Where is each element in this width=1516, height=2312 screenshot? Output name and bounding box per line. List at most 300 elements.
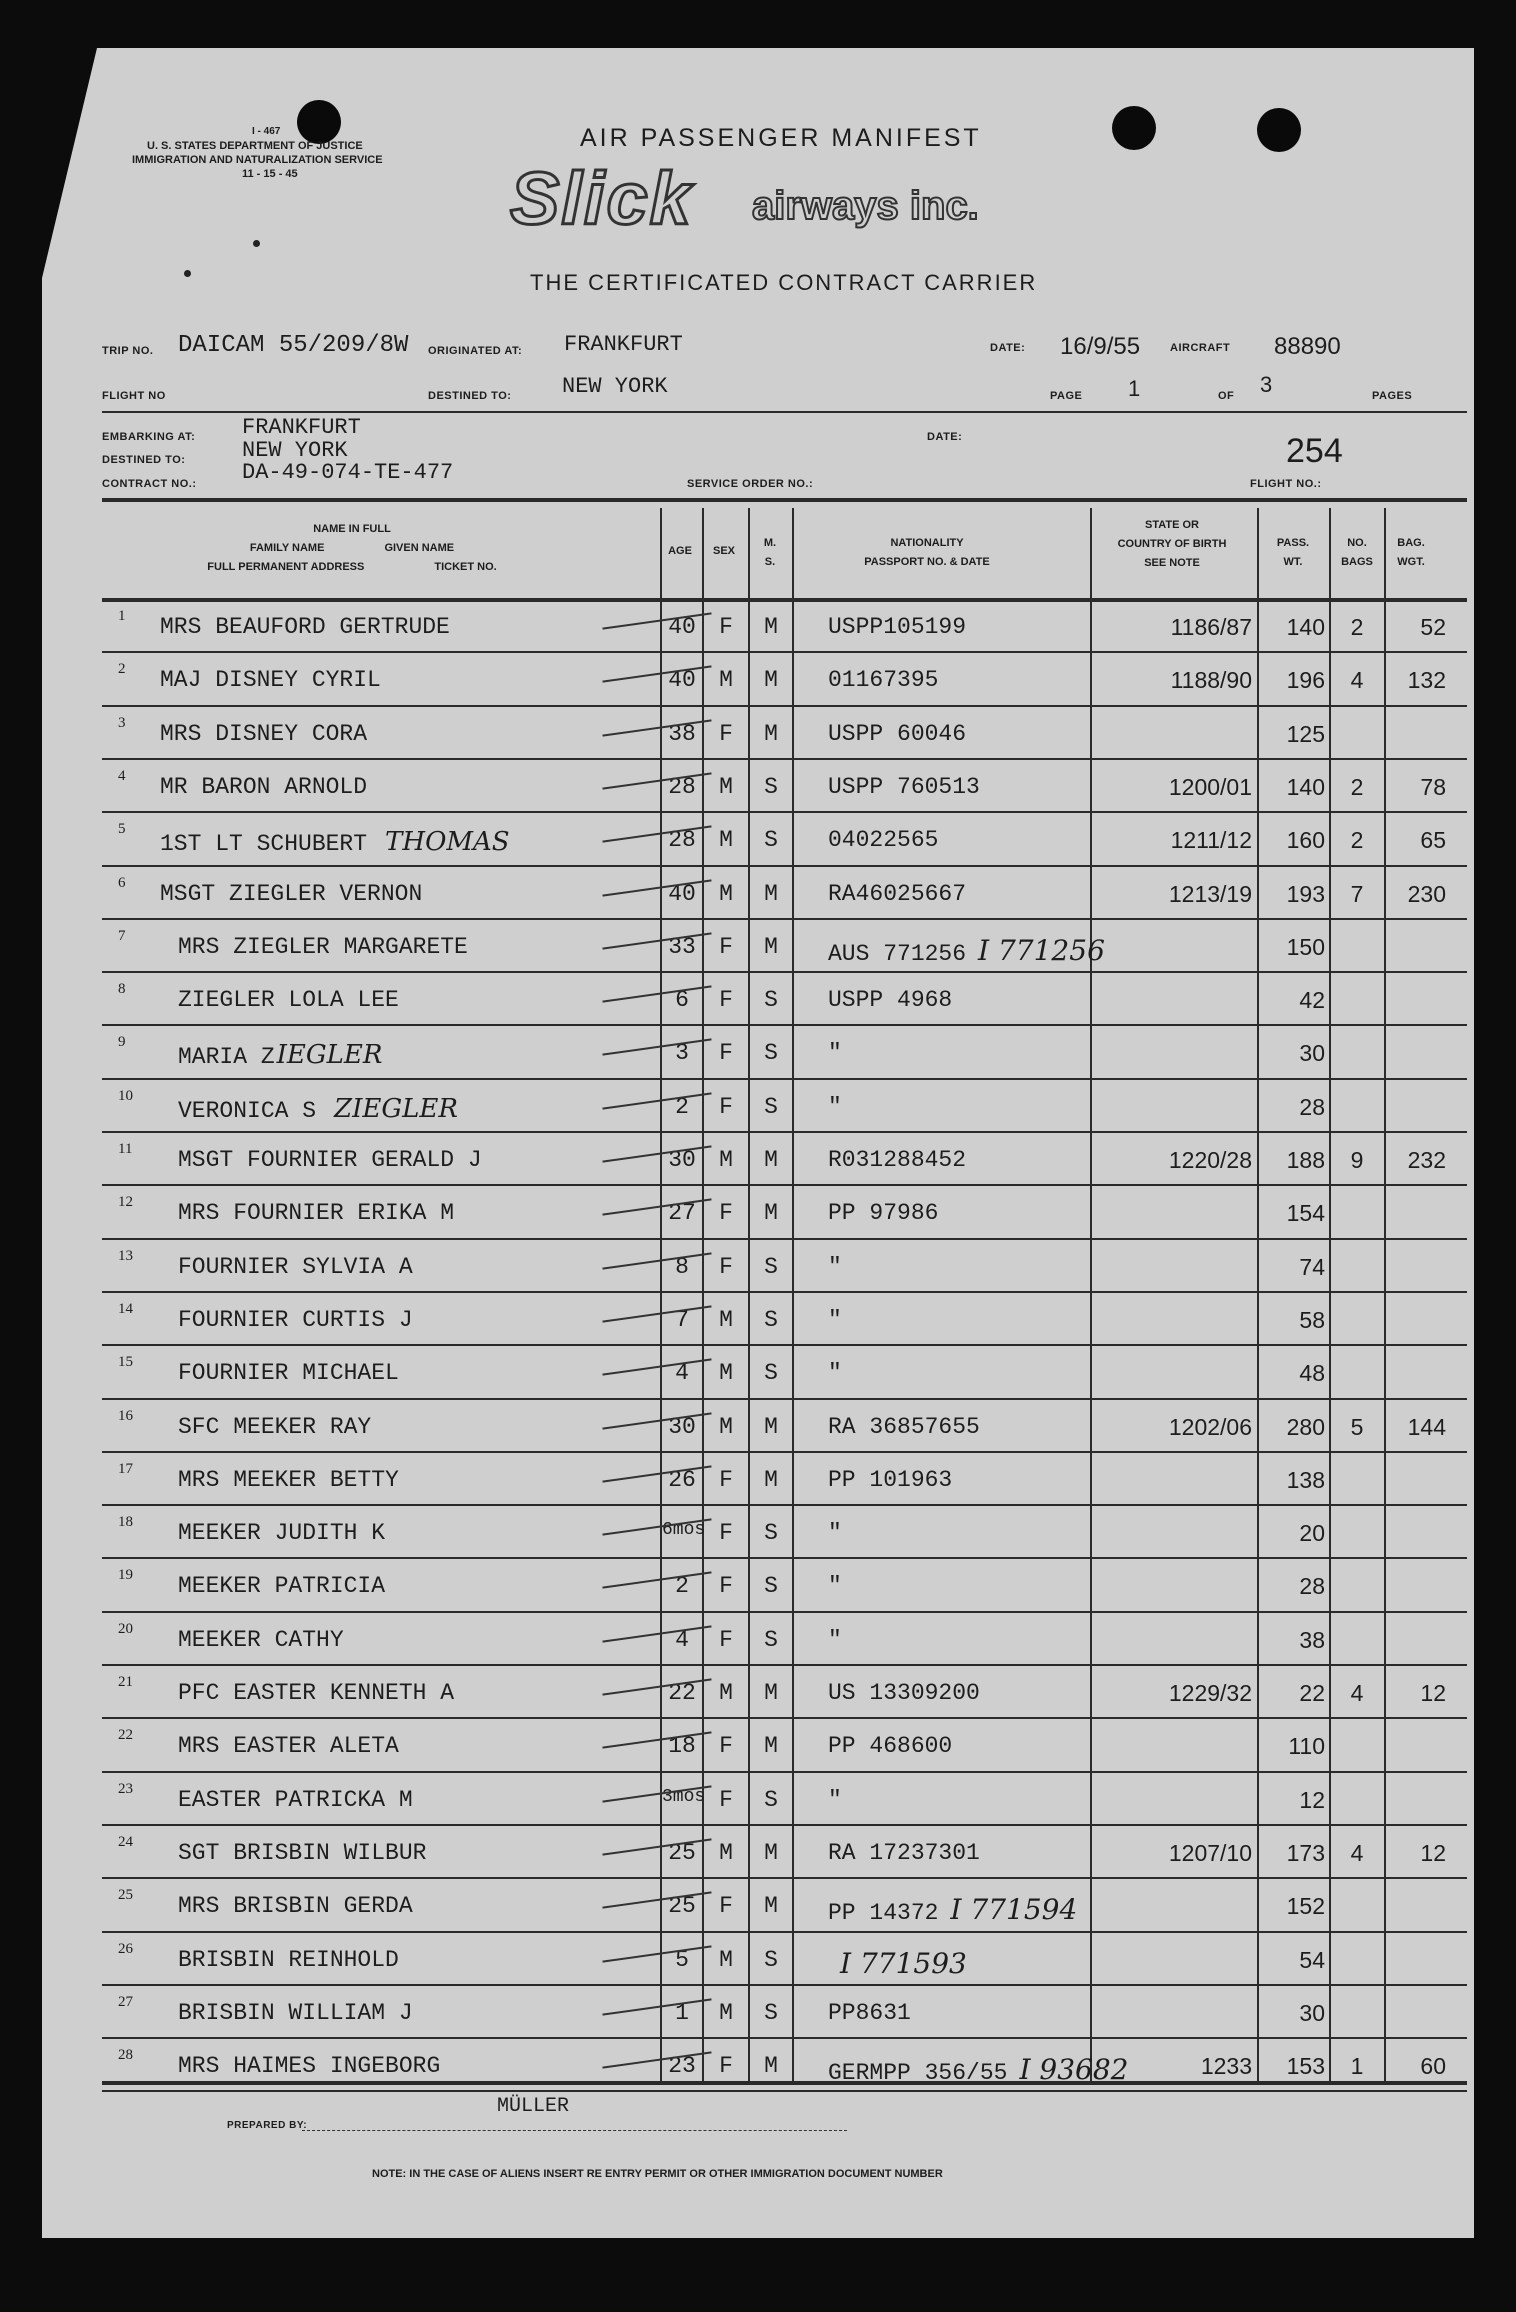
cell-name: FOURNIER MICHAEL [178, 1360, 399, 1387]
col-bags-line2: BAGS [1341, 556, 1373, 568]
cell-bag-wt: 65 [1420, 827, 1446, 854]
col-age: AGE [668, 545, 692, 557]
trip-no: DAICAM 55/209/8W [178, 332, 409, 359]
row-rule [102, 2090, 1467, 2092]
cell-ms: S [764, 1999, 778, 2026]
cell-sex: M [719, 1360, 733, 1387]
cell-no: 10 [118, 1087, 133, 1104]
col-bags [1332, 534, 1382, 572]
cell-age: 40 [668, 614, 696, 640]
cell-state: 1229/32 [1168, 1680, 1252, 1706]
row-rule [102, 918, 1467, 920]
prepared-by-label: PREPARED BY: [227, 2120, 308, 2131]
cell-no: 8 [118, 981, 126, 998]
handwritten-name: ZIEGLER [334, 1093, 458, 1124]
cell-wt: 54 [1299, 1946, 1325, 1973]
date-label: DATE: [990, 342, 1026, 354]
cell-name [160, 827, 510, 857]
cell-passport: USPP 4968 [828, 987, 953, 1014]
passport-text: AUS 771256 [828, 940, 967, 967]
cell-passport: " [828, 1626, 842, 1653]
embarking: FRANKFURT [242, 415, 361, 440]
cell-state: 1207/10 [1168, 1839, 1252, 1866]
cell-ms: S [764, 1786, 778, 1813]
cell-wt: 154 [1286, 1200, 1325, 1227]
row-rule [102, 1931, 1467, 1933]
cell-passport: RA 17237301 [828, 1839, 980, 1866]
row-rule [102, 1717, 1467, 1719]
of-label: OF [1218, 390, 1235, 402]
cell-state: 1202/06 [1168, 1413, 1252, 1440]
cell-passport: USPP 60046 [828, 720, 967, 747]
cell-wt: 48 [1299, 1360, 1325, 1387]
cell-sex: F [719, 1200, 733, 1227]
cell-bags: 2 [1350, 827, 1364, 854]
cell-wt: 74 [1299, 1253, 1325, 1280]
cell-wt: 22 [1299, 1680, 1325, 1706]
cell-bags: 4 [1350, 667, 1364, 694]
cell-state: 1188/90 [1170, 667, 1252, 694]
col-nationality [812, 534, 1042, 572]
cell-passport: PP 468600 [828, 1733, 953, 1760]
cell-no: 26 [118, 1940, 133, 1957]
cell-sex: M [719, 1680, 733, 1706]
cell-name: MRS MEEKER BETTY [178, 1466, 399, 1493]
cell-ms: S [764, 1520, 778, 1547]
cell-wt: 138 [1286, 1466, 1325, 1493]
cell-no: 11 [118, 1141, 133, 1157]
cell-name: SGT BRISBIN WILBUR [178, 1839, 427, 1866]
footer-note: NOTE: IN THE CASE OF ALIENS INSERT RE ENTRY PERMIT OR OTHER IMMIGRATION DOCUMENT NUMBER [372, 2168, 943, 2180]
cell-passport: USPP 760513 [828, 773, 980, 800]
cell-passport: PP 97986 [828, 1200, 939, 1227]
row-rule [102, 705, 1467, 707]
cell-name: MRS HAIMES INGEBORG [178, 2053, 441, 2080]
cell-ms: M [764, 1147, 778, 1173]
cell-passport: " [828, 1306, 842, 1333]
prepared-by: MÜLLER [497, 2095, 570, 2118]
cell-no: 6 [118, 874, 126, 891]
cell-state: 1200/01 [1168, 773, 1252, 800]
cell-name: MRS ZIEGLER MARGARETE [178, 933, 468, 960]
cell-passport: USPP105199 [828, 614, 967, 640]
cell-ms: M [764, 1200, 778, 1227]
agency-line-3: 11 - 15 - 45 [242, 168, 298, 180]
name-text: 1ST LT SCHUBERT [160, 831, 368, 858]
cell-passport: " [828, 1093, 842, 1120]
cell-name: FOURNIER CURTIS J [178, 1306, 413, 1333]
cell-bags: 9 [1350, 1147, 1364, 1173]
punch-hole [1112, 106, 1156, 150]
col-state-line1: STATE OR [1145, 519, 1199, 531]
cell-no: 1 [118, 608, 126, 624]
row-rule [102, 1344, 1467, 1346]
cell-sex: M [719, 1147, 733, 1173]
row-rule [102, 1504, 1467, 1506]
cell-state: 1186/87 [1170, 614, 1252, 640]
col-state [1092, 516, 1252, 573]
cell-name: MRS BRISBIN GERDA [178, 1893, 413, 1920]
cell-name [178, 1094, 458, 1124]
cell-no: 14 [118, 1300, 133, 1317]
cell-sex: M [719, 827, 733, 854]
cell-wt: 152 [1286, 1893, 1325, 1920]
cell-age: 6mos [662, 1520, 706, 1541]
handwritten-document-number: I 771594 [950, 1893, 1078, 1927]
logo-brand: Slick [510, 157, 693, 240]
cell-ms: S [764, 987, 778, 1014]
cell-bag-wt: 60 [1420, 2053, 1446, 2080]
cell-wt: 30 [1299, 1999, 1325, 2026]
cell-bags: 4 [1350, 1680, 1364, 1706]
cell-age: 4 [675, 1360, 689, 1387]
cell-no: 28 [118, 2047, 133, 2064]
cell-ms: S [764, 827, 778, 854]
cell-ms: M [764, 1733, 778, 1760]
cell-bags: 2 [1350, 614, 1364, 640]
page-count: 3 [1260, 372, 1273, 397]
row-rule [102, 1291, 1467, 1293]
cell-wt: 173 [1286, 1839, 1325, 1866]
cell-sex: F [719, 1733, 733, 1760]
col-sex: SEX [712, 545, 735, 557]
cell-sex: F [719, 1093, 733, 1120]
cell-bag-wt: 144 [1407, 1413, 1446, 1440]
cell-sex: M [719, 1306, 733, 1333]
col-bags-line1: NO. [1347, 537, 1367, 549]
date2-label: DATE: [927, 431, 963, 443]
col-name-line1: NAME IN FULL [313, 523, 391, 535]
cell-wt: 193 [1286, 880, 1325, 907]
agency-line-1: U. S. STATES DEPARTMENT OF JUSTICE [147, 140, 363, 152]
col-pass-line2: WT. [1283, 556, 1303, 568]
cell-bag-wt: 52 [1420, 614, 1446, 640]
col-ms [750, 534, 790, 572]
row-rule [102, 1877, 1467, 1879]
cell-age: 40 [668, 667, 696, 694]
cell-name: MRS FOURNIER ERIKA M [178, 1200, 455, 1227]
cell-sex: M [719, 880, 733, 907]
cell-ms: M [764, 1839, 778, 1866]
cell-age: 30 [668, 1147, 696, 1173]
cell-sex: F [719, 933, 733, 960]
cell-passport: 04022565 [828, 827, 939, 854]
col-name-line2 [132, 539, 572, 558]
cell-name: MRS BEAUFORD GERTRUDE [160, 614, 450, 640]
cell-age: 30 [668, 1413, 696, 1440]
cell-passport: " [828, 1786, 842, 1813]
cell-passport: RA46025667 [828, 880, 967, 907]
cell-passport: R031288452 [828, 1147, 967, 1173]
cell-age: 18 [668, 1733, 696, 1760]
cell-age: 7 [675, 1306, 689, 1333]
col-given: GIVEN NAME [384, 542, 455, 554]
col-divider [792, 508, 794, 2083]
cell-name: BRISBIN REINHOLD [178, 1946, 399, 1973]
cell-sex: F [719, 720, 733, 747]
cell-bags: 7 [1350, 880, 1364, 907]
cell-passport: " [828, 1040, 842, 1067]
manifest-page [42, 48, 1474, 2238]
cell-no: 23 [118, 1780, 133, 1797]
cell-passport: PP8631 [828, 1999, 911, 2026]
cell-sex: M [719, 1946, 733, 1973]
handwritten-document-number: I 771256 [978, 933, 1105, 967]
cell-wt: 140 [1286, 614, 1325, 640]
cell-age: 2 [675, 1573, 689, 1600]
cell-passport: " [828, 1360, 842, 1387]
date: 16/9/55 [1060, 333, 1141, 360]
cell-passport: " [828, 1573, 842, 1600]
cell-name: MEEKER PATRICIA [178, 1573, 386, 1600]
cell-name: MRS DISNEY CORA [160, 720, 368, 747]
cell-ms: S [764, 1946, 778, 1973]
cell-sex: F [719, 1893, 733, 1920]
col-address: FULL PERMANENT ADDRESS [207, 561, 365, 573]
col-name [132, 520, 572, 577]
cell-sex: M [719, 1839, 733, 1866]
handwritten-document-number: I 771593 [840, 1946, 967, 1980]
punch-hole [297, 100, 341, 144]
cell-ms: M [764, 667, 778, 694]
cell-no: 27 [118, 1993, 133, 2010]
col-nat-line1: NATIONALITY [890, 537, 964, 549]
aircraft: 88890 [1274, 333, 1341, 360]
destined2: NEW YORK [242, 438, 348, 463]
cell-name: MEEKER JUDITH K [178, 1520, 386, 1547]
cell-no: 15 [118, 1354, 133, 1371]
cell-ms: S [764, 1093, 778, 1120]
cell-age: 2 [675, 1093, 689, 1120]
flight-no-value: 254 [1286, 432, 1343, 470]
cell-age: 38 [668, 720, 696, 747]
cell-wt: 188 [1286, 1147, 1325, 1173]
folded-corner [42, 48, 97, 278]
rule [102, 411, 1467, 413]
cell-age: 28 [668, 773, 696, 800]
name-text: VERONICA S [178, 1097, 317, 1124]
cell-passport: PP 101963 [828, 1466, 953, 1493]
rule [102, 2081, 1467, 2085]
cell-passport: " [828, 1253, 842, 1280]
cell-ms: M [764, 1893, 778, 1920]
cell-age: 25 [668, 1839, 696, 1866]
cell-ms: M [764, 933, 778, 960]
cell-name: FOURNIER SYLVIA A [178, 1253, 413, 1280]
row-rule [102, 1557, 1467, 1559]
cell-no: 9 [118, 1034, 126, 1051]
cell-no: 21 [118, 1674, 133, 1690]
cell-ms: S [764, 1573, 778, 1600]
cell-sex: F [719, 1626, 733, 1653]
cell-ms: M [764, 720, 778, 747]
col-name-line3 [132, 558, 572, 577]
name-text: MARIA Z [178, 1044, 275, 1071]
cell-wt: 28 [1299, 1573, 1325, 1600]
trip-no-label: TRIP NO. [102, 345, 154, 357]
cell-bag-wt: 12 [1420, 1680, 1446, 1706]
cell-ms: M [764, 2053, 778, 2080]
cell-no: 18 [118, 1514, 133, 1531]
row-rule [102, 2037, 1467, 2039]
row-rule [102, 1664, 1467, 1666]
passport-text: GERMPP 356/55 [828, 2060, 1008, 2087]
flight-no-label: FLIGHT NO [102, 390, 166, 402]
passport-text: PP 14372 [828, 1900, 939, 1927]
cell-name: MAJ DISNEY CYRIL [160, 667, 381, 694]
cell-wt: 110 [1288, 1733, 1325, 1760]
cell-ms: S [764, 1306, 778, 1333]
cell-ms: S [764, 1626, 778, 1653]
ink-dot [253, 240, 260, 247]
row-rule [102, 1451, 1467, 1453]
cell-sex: M [719, 773, 733, 800]
row-rule [102, 971, 1467, 973]
cell-age: 23 [668, 2053, 696, 2080]
cell-sex: F [719, 1040, 733, 1067]
cell-bag-wt: 12 [1420, 1839, 1446, 1866]
cell-ms: M [764, 1466, 778, 1493]
row-rule [102, 1984, 1467, 1986]
embarking-label: EMBARKING AT: [102, 431, 196, 443]
originated-label: ORIGINATED AT: [428, 345, 523, 357]
cell-no: 12 [118, 1194, 133, 1211]
cell-age: 3 [675, 1040, 689, 1067]
cell-wt: 140 [1286, 773, 1325, 800]
cell-wt: 20 [1299, 1520, 1325, 1547]
cell-age: 26 [668, 1466, 696, 1493]
cell-name: EASTER PATRICKA M [178, 1786, 413, 1813]
col-ticket: TICKET NO. [434, 561, 497, 573]
col-nat-line2: PASSPORT NO. & DATE [864, 556, 990, 568]
cell-sex: F [719, 1520, 733, 1547]
cell-name: MSGT FOURNIER GERALD J [178, 1147, 482, 1173]
cell-ms: M [764, 614, 778, 640]
row-rule [102, 758, 1467, 760]
cell-wt: 28 [1299, 1093, 1325, 1120]
cell-age: 22 [668, 1680, 696, 1706]
cell-sex: F [719, 1253, 733, 1280]
flight-no2-label: FLIGHT NO.: [1250, 478, 1322, 490]
cell-name: SFC MEEKER RAY [178, 1413, 372, 1440]
cell-name: BRISBIN WILLIAM J [178, 1999, 413, 2026]
cell-age: 3mos [662, 1786, 706, 1807]
col-ms-line2: S. [764, 556, 776, 568]
cell-sex: F [719, 2053, 733, 2080]
cell-ms: S [764, 1253, 778, 1280]
cell-ms: M [764, 1413, 778, 1440]
cell-bags: 4 [1350, 1839, 1364, 1866]
cell-bags: 1 [1350, 2053, 1364, 2080]
cell-ms: M [764, 880, 778, 907]
cell-no: 20 [118, 1620, 133, 1637]
cell-passport [828, 1893, 1077, 1926]
destined: NEW YORK [562, 374, 668, 399]
row-rule [102, 865, 1467, 867]
cell-age: 28 [668, 827, 696, 854]
row-rule [102, 1078, 1467, 1080]
cell-no: 7 [118, 927, 126, 944]
row-rule [102, 1398, 1467, 1400]
row-rule [102, 1824, 1467, 1826]
row-rule [102, 811, 1467, 813]
rule [102, 498, 1467, 502]
cell-sex: M [719, 1999, 733, 2026]
page-number: 1 [1128, 376, 1141, 401]
contract-label: CONTRACT NO.: [102, 478, 197, 490]
row-rule [102, 1184, 1467, 1186]
cell-wt: 150 [1286, 933, 1325, 960]
cell-name: ZIEGLER LOLA LEE [178, 987, 399, 1014]
cell-name: MR BARON ARNOLD [160, 773, 368, 800]
row-rule [102, 1024, 1467, 1026]
cell-age: 5 [675, 1946, 689, 1973]
cell-bag-wt: 232 [1407, 1147, 1446, 1173]
handwritten-name: IEGLER [276, 1040, 383, 1071]
cell-age: 27 [668, 1200, 696, 1227]
cell-no: 16 [118, 1407, 133, 1424]
cell-name [178, 1040, 382, 1070]
aircraft-label: AIRCRAFT [1170, 342, 1231, 354]
row-rule [102, 1131, 1467, 1133]
col-bag-wgt [1386, 534, 1436, 572]
ink-dot [184, 270, 191, 277]
cell-no: 19 [118, 1567, 133, 1584]
cell-state: 1213/19 [1168, 880, 1252, 907]
col-bagwgt-line1: BAG. [1397, 537, 1425, 549]
contract: DA-49-074-TE-477 [242, 460, 454, 485]
logo-suffix: airways inc. [752, 184, 979, 228]
row-rule [102, 1611, 1467, 1613]
cell-ms: S [764, 1040, 778, 1067]
cell-bags: 2 [1350, 773, 1364, 800]
cell-no: 2 [118, 661, 126, 678]
row-rule [102, 651, 1467, 653]
cell-sex: F [719, 987, 733, 1014]
cell-wt: 280 [1286, 1413, 1325, 1440]
col-ms-line1: M. [763, 537, 777, 549]
cell-no: 17 [118, 1460, 133, 1477]
cell-state: 1233 [1200, 2053, 1252, 2080]
cell-no: 3 [118, 714, 126, 731]
form-number: I - 467 [252, 126, 281, 137]
cell-name: MSGT ZIEGLER VERNON [160, 880, 423, 907]
cell-sex: F [719, 1786, 733, 1813]
cell-name: PFC EASTER KENNETH A [178, 1680, 455, 1706]
destined-label: DESTINED TO: [428, 390, 512, 402]
cell-wt: 38 [1299, 1626, 1325, 1653]
cell-sex: M [719, 1413, 733, 1440]
cell-wt: 30 [1299, 1040, 1325, 1067]
col-bagwgt-line2: WGT. [1397, 556, 1425, 568]
pages-label: PAGES [1372, 390, 1413, 402]
col-pass-wt [1260, 534, 1326, 572]
col-state-line2: COUNTRY OF BIRTH [1117, 538, 1227, 550]
cell-name: MRS EASTER ALETA [178, 1733, 399, 1760]
cell-age: 6 [675, 987, 689, 1014]
rule [102, 598, 1467, 602]
cell-no: 24 [118, 1833, 133, 1850]
manifest-title: AIR PASSENGER MANIFEST [580, 124, 982, 152]
handwritten-name: THOMAS [385, 827, 510, 858]
cell-wt: 196 [1286, 667, 1325, 694]
cell-passport [828, 1947, 967, 1980]
handwritten-document-number: I 93682 [1019, 2053, 1129, 2087]
cell-passport [828, 934, 1105, 967]
cell-no: 13 [118, 1247, 133, 1264]
cell-ms: S [764, 1360, 778, 1387]
cell-bag-wt: 230 [1407, 880, 1446, 907]
